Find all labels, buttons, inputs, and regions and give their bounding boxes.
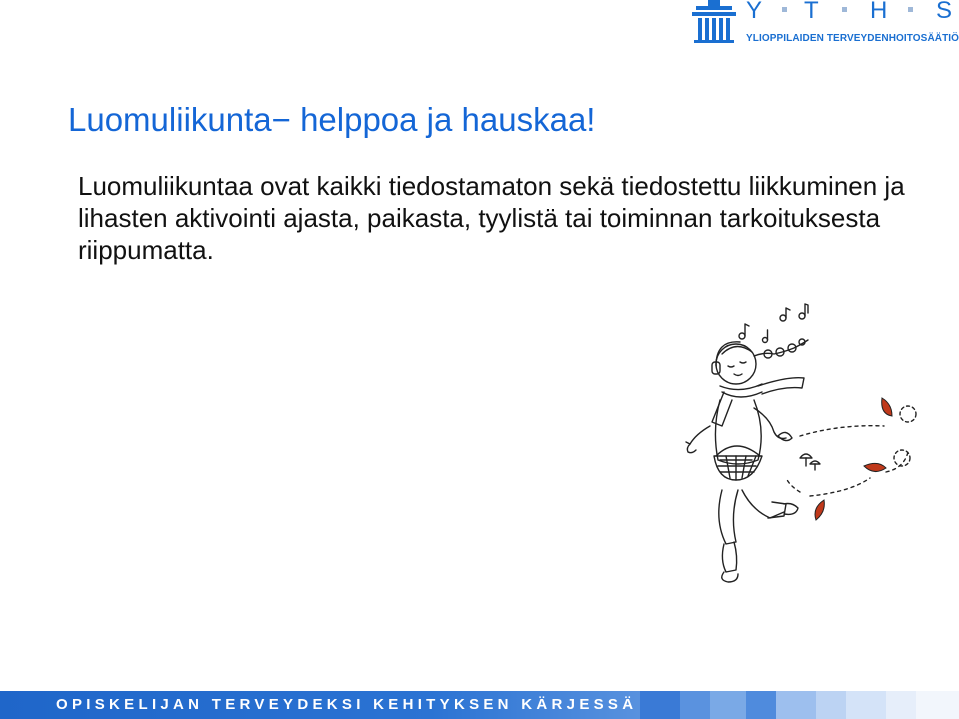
logo-letter-y: Y: [746, 0, 763, 24]
logo-dot: [842, 7, 847, 12]
footer-bar: [0, 691, 959, 719]
walking-girl-illustration: [650, 296, 950, 626]
logo-letter-h: H: [870, 0, 888, 24]
slide-title: Luomuliikunta− helppoa ja hauskaa!: [68, 101, 596, 138]
yths-logo: [690, 0, 959, 48]
pillar-logo-icon: [690, 0, 738, 44]
logo-letters: [746, 0, 958, 25]
logo-dot: [782, 7, 787, 12]
logo-letter-t: T: [804, 0, 819, 24]
footer-decorative-blocks: [640, 691, 959, 719]
logo-dot: [908, 7, 913, 12]
music-note-icon: [739, 304, 808, 343]
slide-body: Luomuliikuntaa ovat kaikki tiedostamaton sekä tiedostettu liikkuminen ja lihasten aktivointi ajasta, paikasta, tyylistä tai toiminnan tarkoituksesta riippumatta.: [78, 171, 905, 265]
logo-letter-s: S: [936, 0, 953, 24]
logo-subtitle: YLIOPPILAIDEN TERVEYDENHOITOSÄÄTIÖ: [746, 33, 959, 44]
footer-text: OPISKELIJAN TERVEYDEKSI KEHITYKSEN KÄRJESSÄ: [56, 696, 638, 713]
